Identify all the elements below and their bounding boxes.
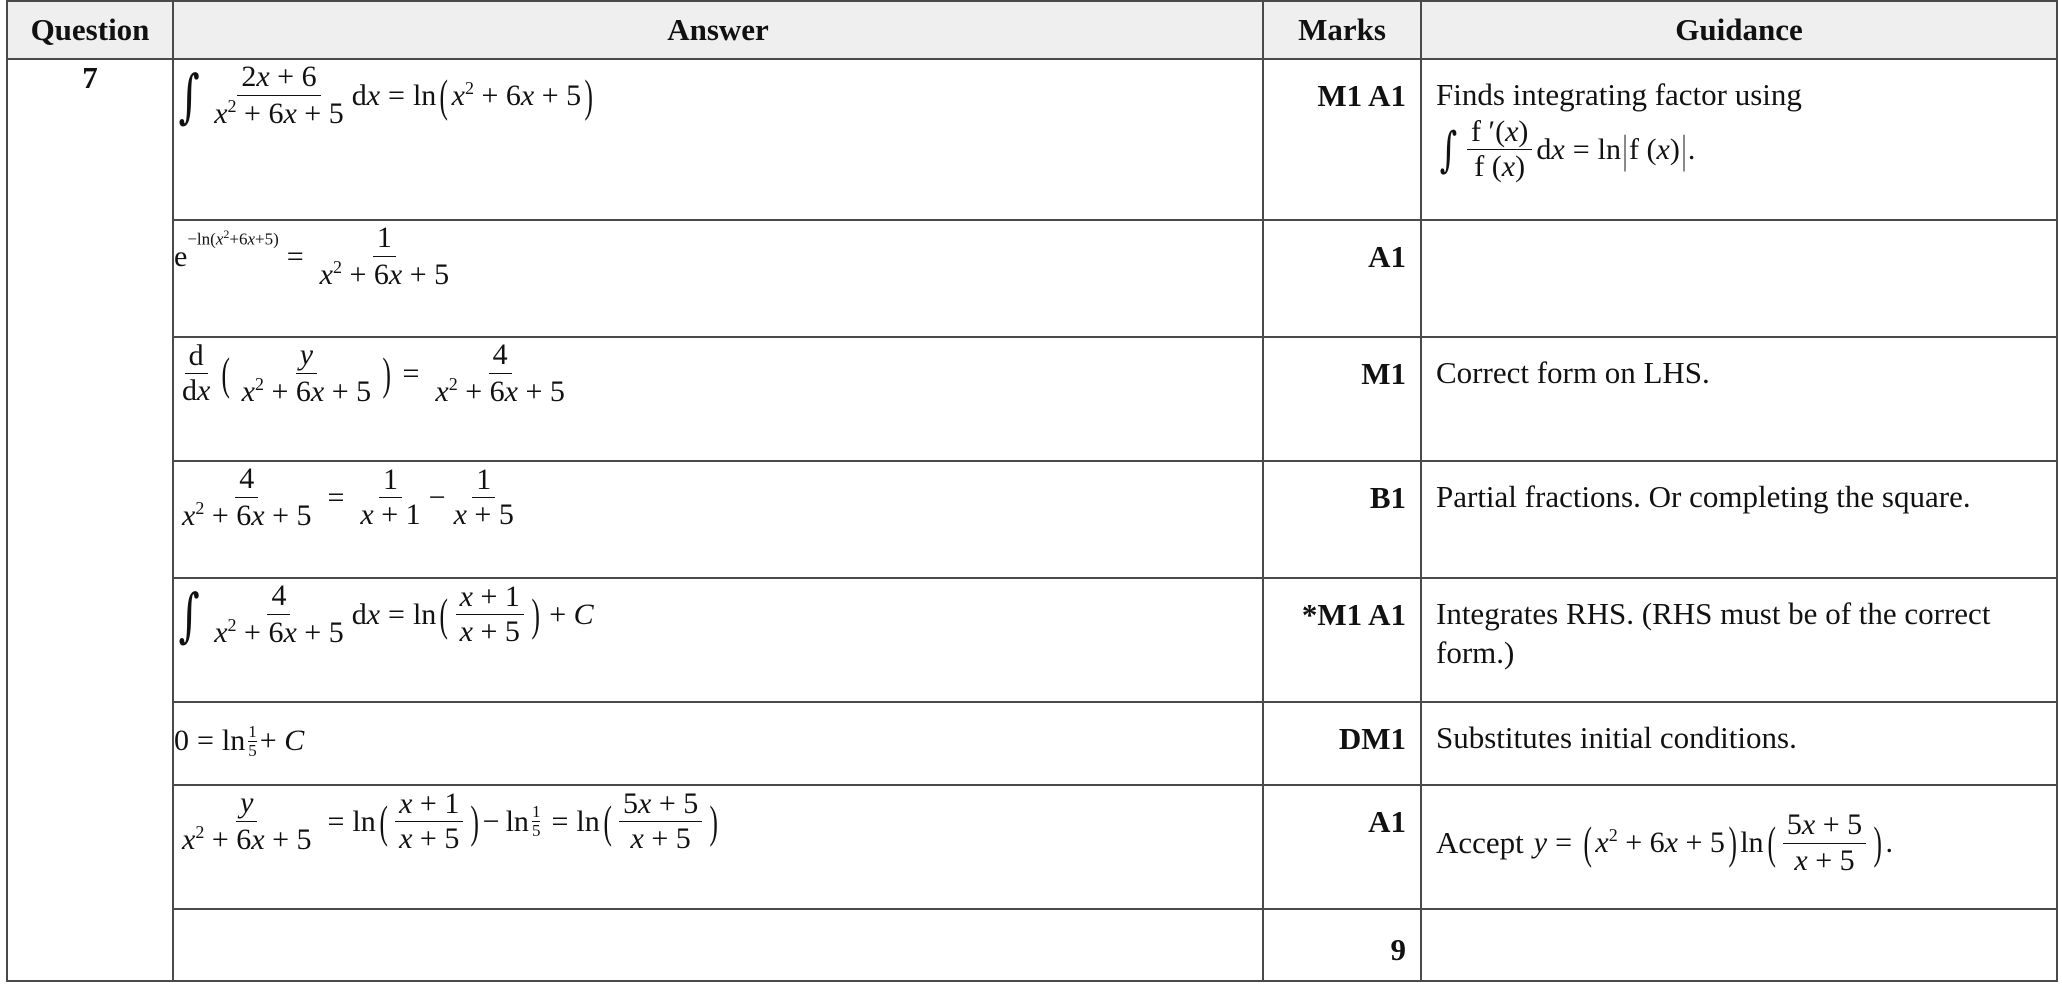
marks-cell: M1 xyxy=(1263,337,1421,461)
table-row xyxy=(7,578,2057,702)
answer-cell xyxy=(173,785,1263,909)
answer-cell xyxy=(173,220,1263,337)
marks-cell: A1 xyxy=(1263,220,1421,337)
header-answer: Answer xyxy=(173,1,1263,59)
answer-exponential-expression: e $-\ln(x^2+6x+5)$ = $\frac{1}{x^2 + 6x + 5}$ xyxy=(174,221,450,291)
table-row xyxy=(7,220,2057,337)
table-row xyxy=(7,702,2057,785)
guidance-cell xyxy=(1421,909,2057,981)
header-question: Question xyxy=(7,1,173,59)
answer-cell xyxy=(173,337,1263,461)
table-row xyxy=(7,461,2057,578)
guidance-cell: Partial fractions. Or completing the square. xyxy=(1421,461,2057,578)
guidance-cell: Substitutes initial conditions. xyxy=(1421,702,2057,785)
guidance-cell xyxy=(1421,59,2057,220)
guidance-formula: ∫ f ′(x) f (x) dx = ln | f (x) | . xyxy=(1439,114,1696,184)
table-row xyxy=(7,909,2057,981)
marks-cell: M1 A1 xyxy=(1263,59,1421,220)
marks-cell: *M1 A1 xyxy=(1263,578,1421,702)
mark-scheme-table xyxy=(6,0,2058,982)
answer-rhs-integral-expression: ∫ 4 $x^2 + 6x + 5$ dx = ln ( x + 1 x + 5 ) + C xyxy=(178,579,594,649)
answer-initial-condition-expression: 0 = ln 1 5 + C xyxy=(174,722,305,760)
table-row xyxy=(7,337,2057,461)
guidance-accept-label: Accept xyxy=(1436,824,1524,860)
marks-cell: B1 xyxy=(1263,461,1421,578)
answer-cell xyxy=(173,59,1263,220)
header-row xyxy=(7,1,2057,59)
answer-derivative-expression: d dx ( y $x^2 + 6x + 5$ ) = $\frac{4}{x^2 + 6x + 5}$ xyxy=(182,338,565,408)
answer-cell xyxy=(173,461,1263,578)
guidance-accept-formula: Accept y = ( $x^2 + 6x + 5$ ) ln ( 5x + 5 x + 5 ) . xyxy=(1436,808,1893,877)
header-guidance: Guidance xyxy=(1421,1,2057,59)
guidance-cell: Integrates RHS. (RHS must be of the correct form.) xyxy=(1421,578,2057,702)
header-marks: Marks xyxy=(1263,1,1421,59)
guidance-cell xyxy=(1421,785,2057,909)
answer-partial-fractions-expression: $\frac{4}{x^2 + 6x + 5}$ = $\frac{1}{x + 1}$ − $\frac{1}{x + 5}$ xyxy=(182,462,514,532)
guidance-text: Finds integrating factor using xyxy=(1436,77,1802,112)
answer-final-expression: $\frac{y}{x^2 + 6x + 5}$ = ln ( x + 1 x + 5 ) − ln $\frac{1}{5}$ = ln ( 5x + 5 x + 5 ) xyxy=(182,786,719,856)
marks-cell: A1 xyxy=(1263,785,1421,909)
answer-cell xyxy=(173,578,1263,702)
answer-cell xyxy=(173,702,1263,785)
table-row xyxy=(7,785,2057,909)
answer-integral-expression: ∫ 2x + 6 $x^2 + 6x + 5$ dx = ln ( $x^2 + 6x + 5$ ) xyxy=(178,60,594,130)
guidance-cell xyxy=(1421,220,2057,337)
total-marks-cell: 9 xyxy=(1263,909,1421,981)
question-number: 7 xyxy=(7,59,173,981)
marks-cell: DM1 xyxy=(1263,702,1421,785)
guidance-cell: Correct form on LHS. xyxy=(1421,337,2057,461)
table-row xyxy=(7,59,2057,220)
answer-cell xyxy=(173,909,1263,981)
